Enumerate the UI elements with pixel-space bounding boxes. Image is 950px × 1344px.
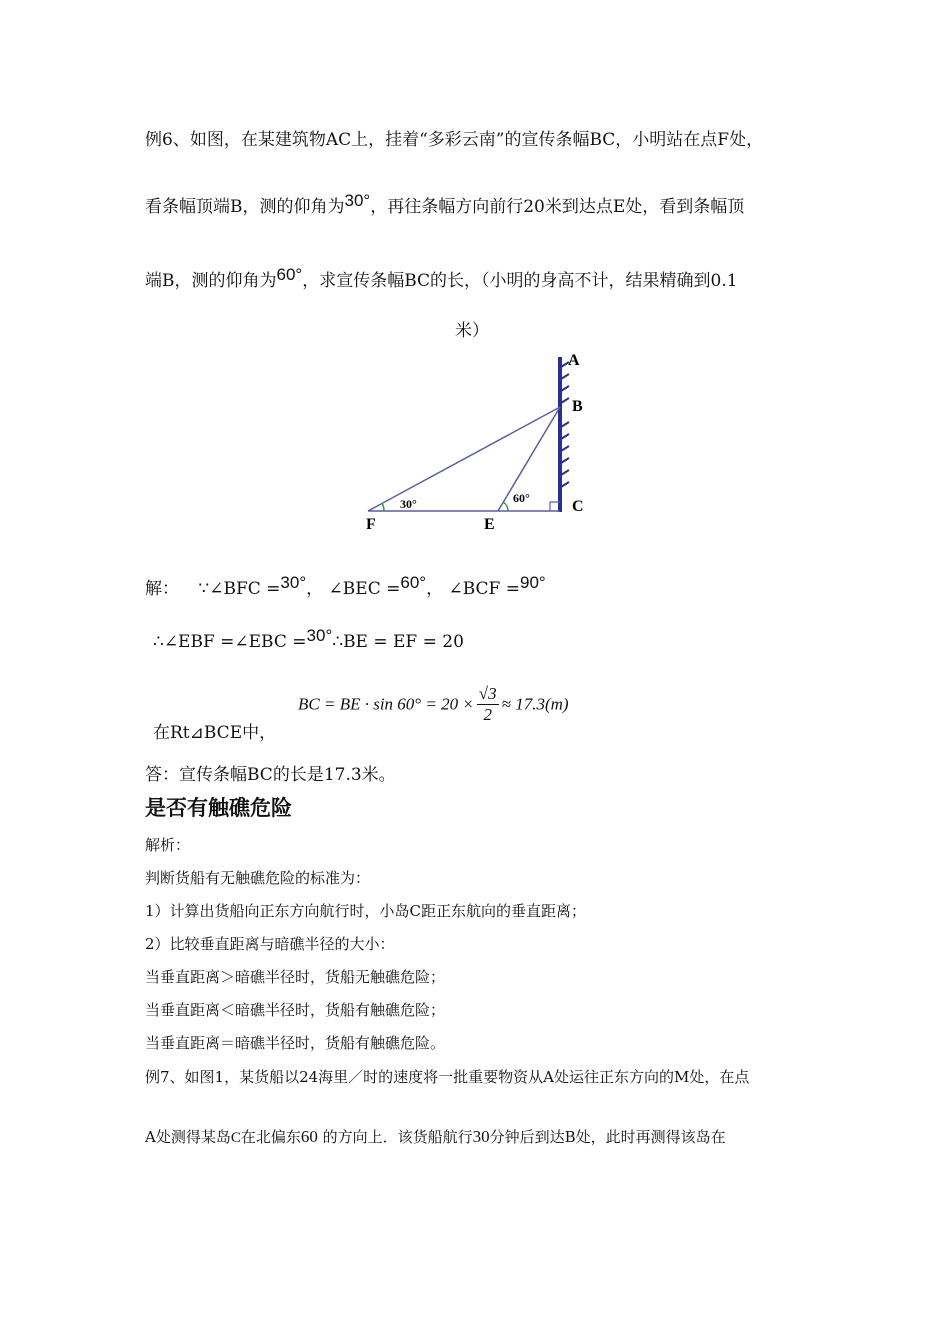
angle-label-F: 30°	[400, 497, 417, 511]
section-line6: 当垂直距离＝暗礁半径时，货船有触礁危险。	[145, 1034, 446, 1052]
example6-line2-end: ，再往条幅方向前行20米到达点E处，看到条幅顶	[370, 197, 745, 217]
angle-arc-E	[503, 502, 508, 511]
example6-line3	[145, 266, 738, 291]
section-line4: 当垂直距离＞暗礁半径时，货船无触礁危险；	[145, 968, 446, 986]
solution-v1: 30°	[280, 573, 307, 592]
example7-line1: 例7、如图1，某货船以24海里／时的速度将一批重要物资从A处运往正东方向的M处，在点	[145, 1068, 750, 1086]
solution-line2	[153, 626, 464, 652]
solution-because: ∵∠BFC =	[198, 579, 281, 599]
example7-line2	[145, 1126, 726, 1147]
example6-line2	[145, 192, 744, 217]
label-F: F	[366, 516, 376, 533]
example6-line1: 例6、如图，在某建筑物AC上，挂着“多彩云南”的宣传条幅BC，小明站在点F处，	[145, 130, 764, 150]
section-line2: 1）计算出货船向正东方向航行时，小岛C距正东航向的垂直距离；	[145, 902, 587, 920]
section-analysis: 解析：	[145, 836, 191, 854]
wall-hatch	[561, 362, 569, 487]
section-heading: 是否有触礁危险	[145, 796, 292, 820]
solution-therefore: ∴∠EBF =∠EBC =	[153, 632, 307, 652]
example7-island-c: C	[230, 1130, 241, 1146]
example7-degree: 60	[300, 1127, 318, 1146]
formula-fraction	[477, 684, 499, 725]
solution-answer: 答：宣传条幅BC的长是17.3米。	[145, 765, 396, 785]
label-B: B	[572, 398, 583, 415]
example6-line2-start: 看条幅顶端B，测的仰角为	[145, 197, 345, 217]
section-line3: 2）比较垂直距离与暗礁半径的大小：	[145, 935, 395, 953]
example7-line2-mid: 在北偏东	[240, 1128, 301, 1146]
fraction-denominator: 2	[483, 705, 492, 724]
label-E: E	[484, 516, 495, 533]
example6-line3-start: 端B，测的仰角为	[145, 271, 277, 291]
fraction-numerator: √3	[478, 684, 497, 703]
label-C: C	[572, 498, 584, 515]
solution-sep1: ， ∠BEC =	[306, 579, 401, 599]
solution-v2: 60°	[400, 573, 427, 592]
example7-line2-end: 分钟后到达B处，此时再测得该岛在	[489, 1128, 726, 1146]
solution-formula	[298, 684, 569, 725]
section-line1: 判断货船有无触礁危险的标准为：	[145, 869, 371, 887]
section-line5: 当垂直距离＜暗礁半径时，货船有触礁危险；	[145, 1001, 446, 1019]
solution-sep2: ， ∠BCF =	[426, 579, 520, 599]
label-A: A	[568, 352, 580, 369]
example6-line4: 米）	[455, 321, 489, 341]
example7-line2-start: A处测得某岛	[145, 1128, 231, 1146]
solution-v4: 30°	[306, 626, 333, 645]
formula-left: BC = BE · sin 60° = 20 ×	[298, 694, 474, 714]
line-FB	[368, 407, 560, 511]
solution-tail: ∴BE = EF = 20	[332, 632, 464, 652]
angle-60: 60°	[276, 265, 303, 284]
triangle-figure	[358, 345, 598, 540]
solution-line1	[145, 574, 546, 599]
example7-minutes: 30	[472, 1127, 490, 1146]
solution-rt-label: 在Rt⊿BCE中，	[153, 723, 277, 743]
angle-arc-F	[382, 503, 384, 511]
solution-prefix: 解：	[145, 579, 179, 599]
angle-label-E: 60°	[513, 491, 530, 505]
angle-30: 30°	[344, 191, 371, 210]
formula-right: ≈ 17.3(m)	[501, 694, 569, 714]
solution-v3: 90°	[520, 573, 546, 592]
example6-line3-end: ，求宣传条幅BC的长，（小明的身高不计，结果精确到0.1	[302, 271, 738, 291]
example7-line2-mid2: 的方向上．该货船航行	[317, 1128, 473, 1146]
